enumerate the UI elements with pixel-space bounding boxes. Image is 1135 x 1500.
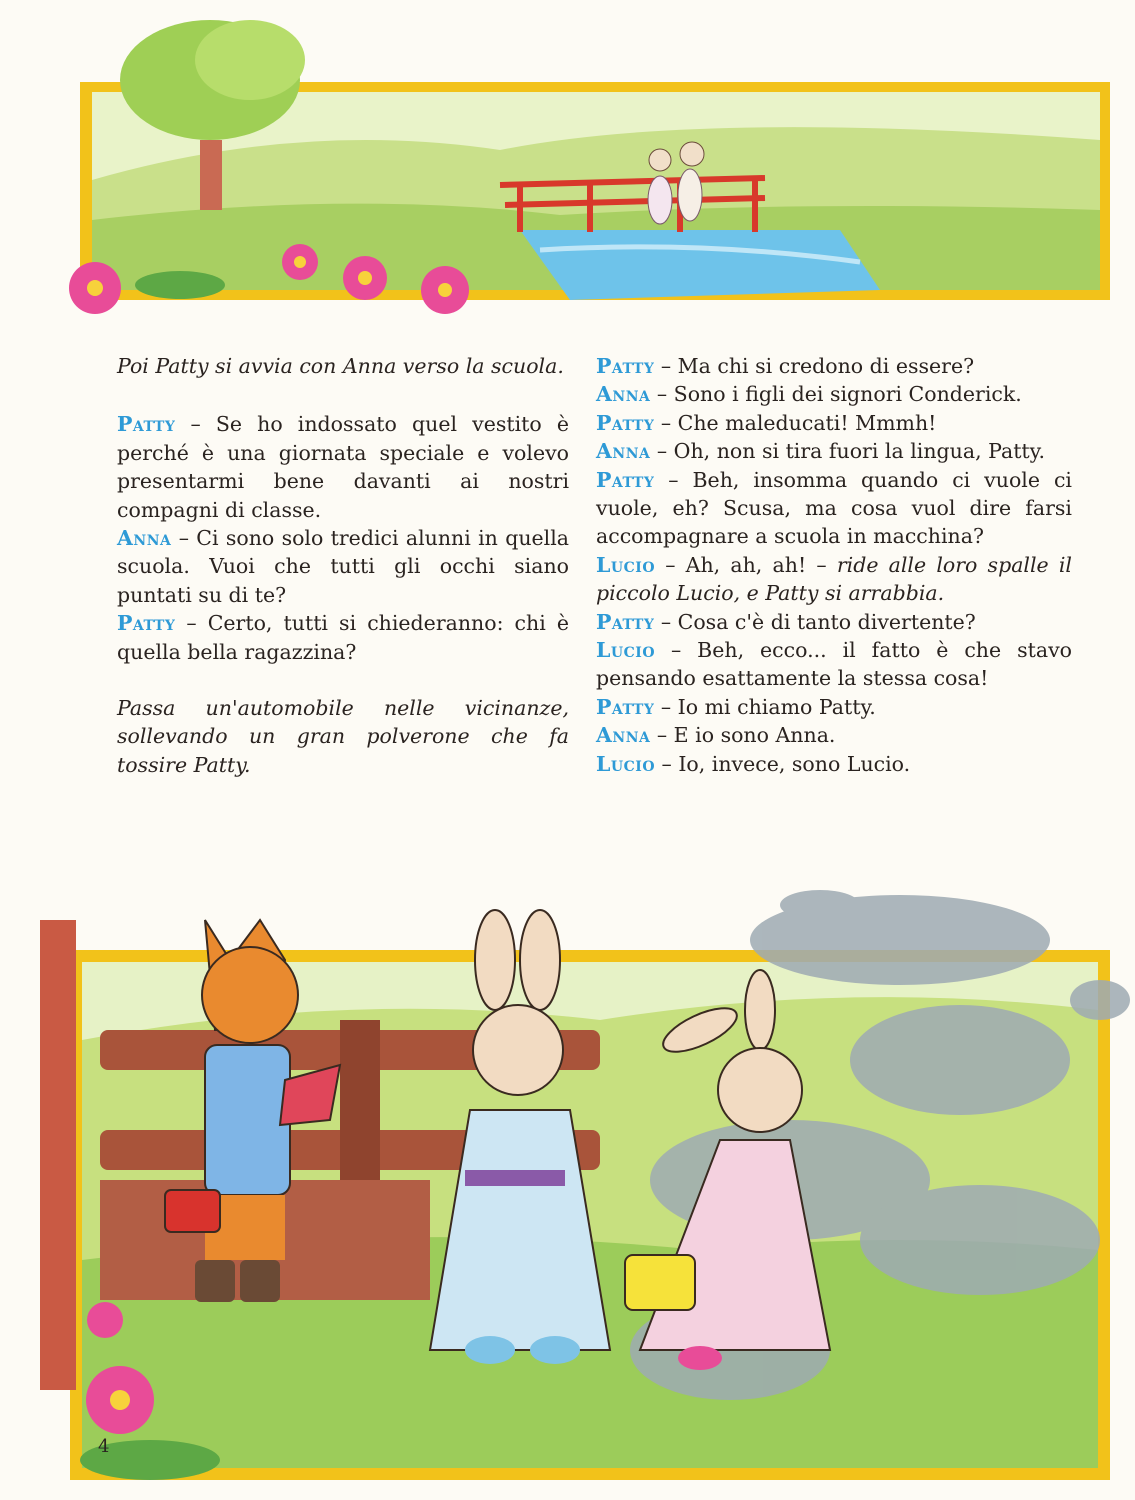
speaker-name: Patty bbox=[596, 694, 655, 719]
speaker-name: Anna bbox=[596, 382, 651, 407]
dialogue-text: – Ah, ah, ah! – bbox=[665, 552, 827, 577]
dialogue-text: – Oh, non si tira fuori la lingua, Patty. bbox=[656, 439, 1046, 464]
bottom-illustration-characters-scene bbox=[0, 880, 1135, 1500]
dialogue-text: – E io sono Anna. bbox=[656, 723, 836, 748]
speaker-name: Lucio bbox=[596, 638, 656, 663]
dialogue-line bbox=[596, 608, 1072, 636]
dialogue-line bbox=[596, 721, 1072, 749]
dialogue-text: – Che maleducati! Mmmh! bbox=[660, 410, 937, 435]
page-number: 4 bbox=[98, 1436, 110, 1457]
dialogue-line bbox=[596, 693, 1072, 721]
speaker-name: Patty bbox=[117, 611, 176, 636]
speaker-name: Patty bbox=[596, 467, 655, 492]
narration: Poi Patty si avvia con Anna verso la scuola. bbox=[117, 354, 564, 378]
speaker-name: Patty bbox=[596, 410, 655, 435]
speaker-name: Anna bbox=[596, 723, 651, 748]
dialogue-text: – Cosa c'è di tanto divertente? bbox=[660, 609, 976, 634]
text-column-right bbox=[596, 352, 1072, 778]
dialogue-text: – Io, invece, sono Lucio. bbox=[661, 751, 911, 776]
dialogue-line bbox=[117, 524, 569, 609]
dialogue-line bbox=[596, 380, 1072, 408]
dialogue-text: – Se ho indossato quel vestito è perché è una giornata speciale e volevo presentarmi bene davanti ai nostri compagni di classe. bbox=[117, 412, 569, 522]
text-column-left bbox=[117, 352, 569, 779]
dialogue-line bbox=[596, 551, 1072, 608]
dialogue-text: – Ma chi si credono di essere? bbox=[660, 354, 975, 378]
dialogue-text: – Sono i figli dei signori Conderick. bbox=[656, 382, 1022, 407]
narration-inline: ride alle loro spalle il piccolo Lucio, e Patty si arrabbia. bbox=[596, 552, 1072, 606]
speaker-name: Patty bbox=[596, 354, 655, 378]
speaker-name: Anna bbox=[596, 439, 651, 464]
dialogue-text: – Beh, ecco... il fatto è che stavo pensando esattamente la stessa cosa! bbox=[596, 638, 1072, 691]
speaker-name: Patty bbox=[117, 412, 176, 437]
dialogue-line bbox=[596, 636, 1072, 693]
dialogue-text: – Certo, tutti si chiederanno: chi è quella bella ragazzina? bbox=[117, 611, 569, 664]
dialogue-line bbox=[117, 609, 569, 666]
dialogue-text: – Beh, insomma quando ci vuole ci vuole, eh? Scusa, ma cosa vuol dire farsi accompagnare a scuola in macchina? bbox=[596, 467, 1072, 549]
speaker-name: Lucio bbox=[596, 751, 656, 776]
speaker-name: Patty bbox=[596, 609, 655, 634]
narration: Passa un'automobile nelle vicinanze, sollevando un gran polverone che fa tossire Patty. bbox=[117, 696, 569, 777]
speaker-name: Lucio bbox=[596, 552, 656, 577]
dialogue-text: – Ci sono solo tredici alunni in quella scuola. Vuoi che tutti gli occhi siano puntati su di te? bbox=[117, 526, 569, 607]
speaker-name: Anna bbox=[117, 526, 172, 551]
dialogue-line bbox=[596, 750, 1072, 778]
dialogue-line bbox=[596, 352, 1072, 380]
dialogue-line bbox=[117, 410, 569, 524]
dialogue-text: – Io mi chiamo Patty. bbox=[660, 694, 876, 719]
dialogue-line bbox=[596, 409, 1072, 437]
top-illustration-bridge-scene bbox=[0, 0, 1135, 340]
dialogue-line bbox=[596, 466, 1072, 551]
dialogue-line bbox=[596, 437, 1072, 465]
